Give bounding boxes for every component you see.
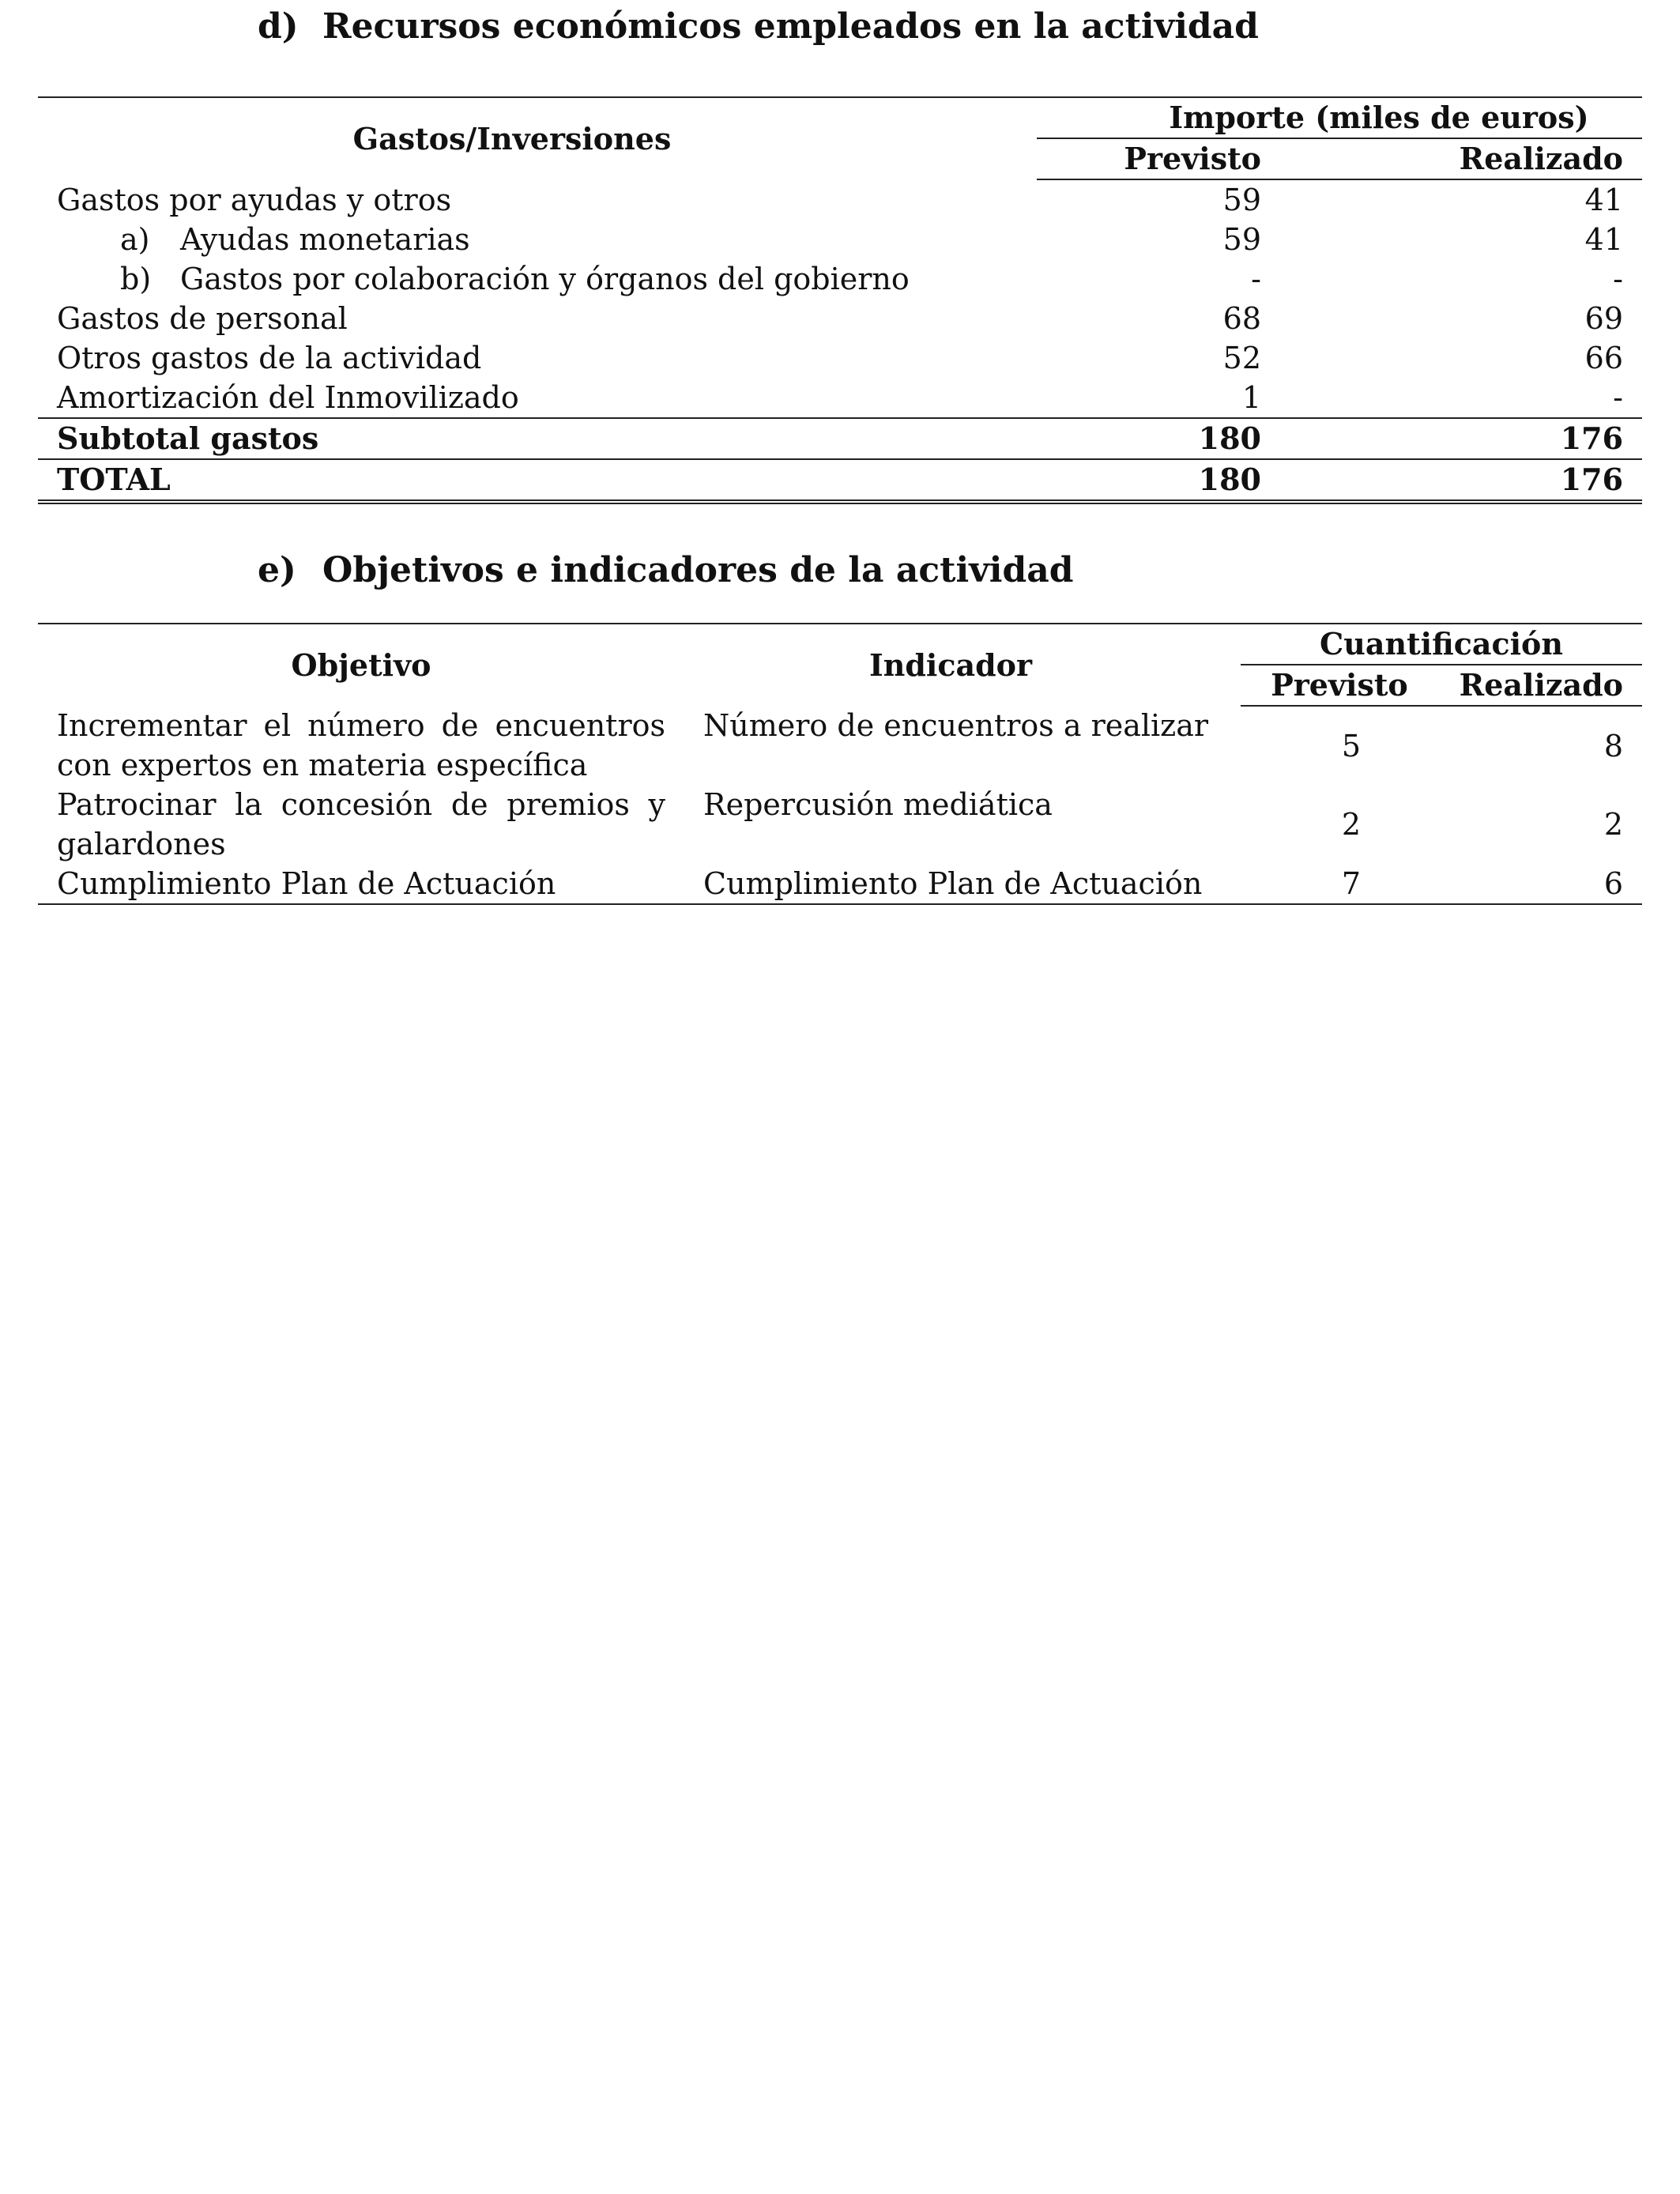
cell-previsto: 2 <box>1341 807 1362 842</box>
objectives-table <box>38 623 1642 905</box>
section-d-letter: d) <box>258 6 299 47</box>
table-row <box>38 220 1642 259</box>
table-row <box>38 259 1642 299</box>
cell-realizado: - <box>1613 262 1624 296</box>
table-row <box>38 378 1642 418</box>
cell-realizado: 66 <box>1584 341 1624 375</box>
cell-objetivo: Patrocinar la concesión de premios y galardones <box>57 787 665 861</box>
column-group-header-cuantificacion: Cuantificación <box>1241 624 1642 665</box>
table-row <box>38 179 1642 220</box>
column-header-indicador: Indicador <box>868 647 1033 683</box>
row-label: Amortización del Inmovilizado <box>57 380 519 415</box>
row-label-text: Gastos por colaboración y órganos del gobierno <box>180 262 910 296</box>
cell-previsto: 52 <box>1222 341 1261 375</box>
cell-objetivo: Cumplimiento Plan de Actuación <box>57 866 556 901</box>
cell-realizado: 2 <box>1603 807 1624 842</box>
column-header-realizado: Realizado <box>1271 138 1642 179</box>
cell-indicador: Repercusión mediática <box>703 787 1053 822</box>
column-header-previsto: Previsto <box>1241 665 1438 706</box>
cell-objetivo: Incrementar el número de encuentros con expertos en materia específica <box>57 708 665 782</box>
total-row <box>38 459 1642 502</box>
section-d-title <box>258 5 1259 49</box>
table-row <box>38 864 1642 904</box>
subtotal-label: Subtotal gastos <box>38 418 1037 459</box>
cell-realizado: 69 <box>1584 301 1624 336</box>
row-label <box>38 220 1037 259</box>
cell-realizado: 8 <box>1603 728 1624 763</box>
row-label: Gastos de personal <box>57 301 348 336</box>
section-d-heading: Recursos económicos empleados en la actividad <box>322 6 1259 47</box>
cell-realizado: 41 <box>1584 183 1624 217</box>
total-previsto: 180 <box>1037 459 1271 502</box>
cell-previsto: 7 <box>1341 866 1362 901</box>
cell-realizado: - <box>1613 380 1624 415</box>
column-header-gastos: Gastos/Inversiones <box>352 120 672 156</box>
row-label-text: Ayudas monetarias <box>180 222 470 257</box>
cell-realizado: 41 <box>1584 222 1624 257</box>
cell-previsto: 59 <box>1222 222 1261 257</box>
cell-previsto: 5 <box>1341 728 1362 763</box>
column-header-realizado: Realizado <box>1438 665 1642 706</box>
row-label <box>38 259 1037 299</box>
subtotal-row <box>38 418 1642 459</box>
cell-indicador: Número de encuentros a realizar <box>703 708 1209 743</box>
row-label: Otros gastos de la actividad <box>57 341 482 375</box>
row-letter: a) <box>120 222 150 257</box>
column-header-previsto: Previsto <box>1037 138 1271 179</box>
cell-realizado: 6 <box>1603 866 1624 901</box>
column-header-objetivo: Objetivo <box>291 647 431 683</box>
subtotal-realizado: 176 <box>1271 418 1642 459</box>
table-row <box>38 338 1642 378</box>
cell-previsto: - <box>1251 262 1261 296</box>
section-e-title <box>258 548 1074 593</box>
row-label: Gastos por ayudas y otros <box>57 182 452 217</box>
cell-previsto: 68 <box>1222 301 1261 336</box>
cell-previsto: 59 <box>1222 183 1261 217</box>
column-group-header-importe: Importe (miles de euros) <box>1037 97 1642 138</box>
row-letter: b) <box>120 262 152 296</box>
table-row <box>38 706 1642 785</box>
total-label: TOTAL <box>38 459 1037 502</box>
cell-previsto: 1 <box>1241 380 1261 415</box>
table-row <box>38 299 1642 338</box>
section-e-letter: e) <box>258 550 296 590</box>
resources-table <box>38 96 1642 504</box>
cell-indicador: Cumplimiento Plan de Actuación <box>703 866 1203 901</box>
subtotal-previsto: 180 <box>1037 418 1271 459</box>
total-realizado: 176 <box>1271 459 1642 502</box>
table-row <box>38 785 1642 864</box>
section-e-heading: Objetivos e indicadores de la actividad <box>322 550 1074 590</box>
